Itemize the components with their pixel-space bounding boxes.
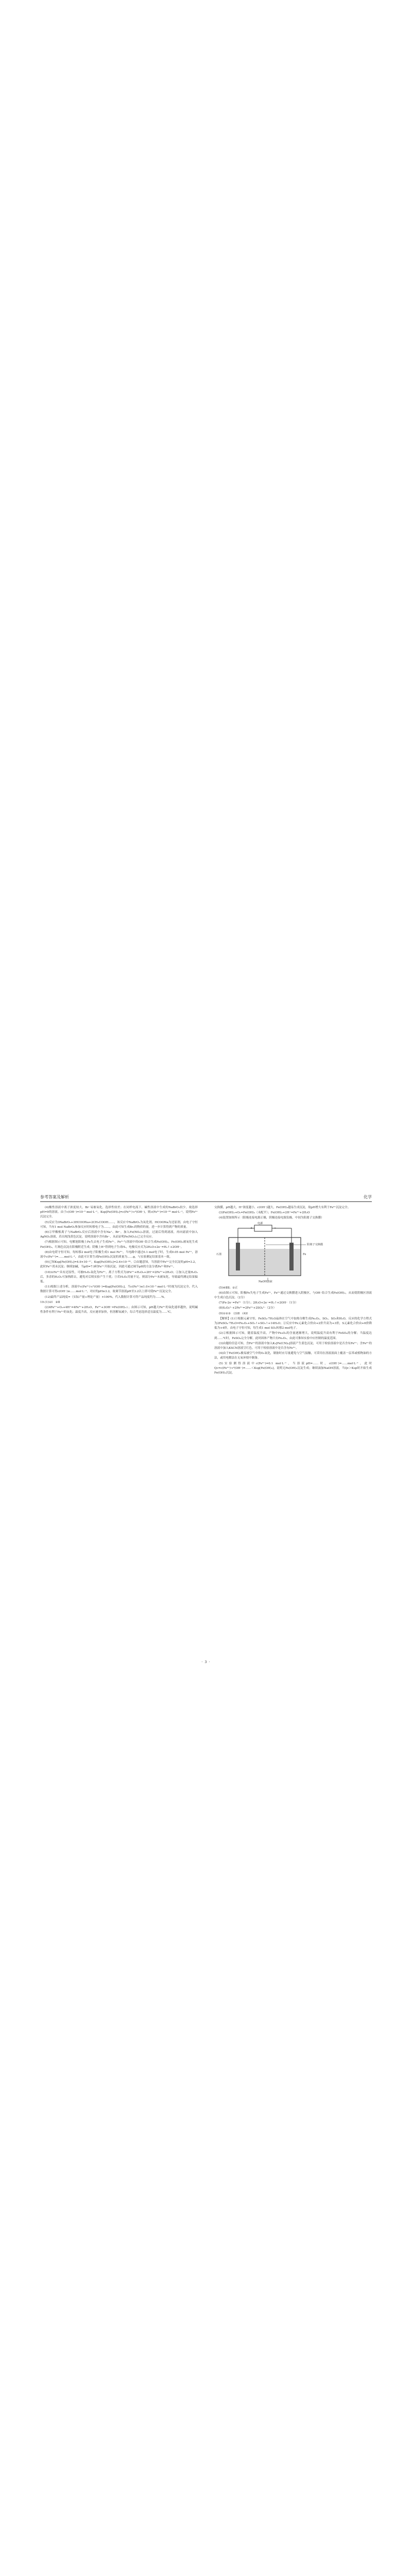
page-number: · 3 · bbox=[201, 1660, 211, 1664]
paragraph: (8)由电荷守恒可知，每转移2 mol电子阳极生成1 mol Fe²⁺，当电路中通过0.1 mol电子时，生成0.05 mol Fe²⁺，溶液中c(Fe²⁺)=……mol·L⁻¹，由此可计算生成Fe(OH)₃沉淀的质量为……g，与实验测定结果基本一致。 bbox=[40, 1250, 198, 1259]
paragraph: (7)Fe-2e⁻=Fe²⁺（1分）；2H₂O+2e⁻=H₂↑+2OH⁻（1分） bbox=[218, 1301, 298, 1305]
paragraph: (9)①②③ (3)Ⅱ (4)Ⅰ bbox=[218, 1312, 248, 1315]
paragraph: (5)反应为3NaBrO₃+3HCOONa+2CH₃COOH……，该反应中NaBrO₃为氧化剂，HCOONa为还原剂，由电子守恒可知，当有1 mol NaBrO₃参加反应时转移电子为……，由此可知生成Br₂的物质的量，进一步计算得到产物的质量。 bbox=[40, 1221, 198, 1229]
solution-label: NaOH溶液 bbox=[259, 1280, 272, 1283]
left-electrode bbox=[236, 1243, 240, 1270]
paragraph: (11)根据上述分析，溶液中c(Fe³⁺)·c³(OH⁻)=Ksp[Fe(OH)₃]，当c(Fe³⁺)≤1.0×10⁻⁵ mol·L⁻¹时视为沉淀完全，代入数据计算可得c(OH⁻)≥……mol·L⁻¹，对应的pH≥3.2，故调节溶液pH至3.2以上即可使Fe³⁺沉淀完全。 bbox=[40, 1285, 198, 1294]
negative-terminal: − bbox=[274, 1226, 277, 1230]
paragraph: (10)①Fe²⁺具有还原性，可被H₂O₂氧化为Fe³⁺，离子方程式为2Fe²⁺+H₂O₂+2H⁺=2Fe³⁺+2H₂O；②加入过量H₂O₂后，多余的H₂O₂可加热除去，避免对后续实验产生干扰；③若H₂O₂用量不足，则部分Fe²⁺未被氧化，导致最终测定结果偏低。 bbox=[40, 1270, 198, 1284]
paragraph: (9)已知Ksp[Fe(OH)₂]=4.9×10⁻¹⁷，Ksp[Fe(OH)₃]=2.6×10⁻³⁹。②由题意知，当溶液中Fe³⁺完全沉淀时pH=3.2，此时Fe²⁺尚未沉淀；继续加碱，当pH=7.9时Fe²⁺开始沉淀，因此可通过调节pH的方法分离Fe³⁺和Fe²⁺。 bbox=[40, 1261, 198, 1269]
paragraph: (12)最终产品纯度=（实际产量÷理论产量）×100%，代入数据计算可得产品纯度约为……%。 bbox=[44, 1295, 167, 1299]
paragraph: (4)由于Fe(OH)₂极易被空气中的O₂氧化，制备时应尽量避免与空气接触，可采用在溶液液面上覆盖一层苯或植物油的方法，或用电解法在无氧环境中制备。 bbox=[214, 1352, 372, 1360]
paragraph: (3)由题给信息可知，含Fe²⁺的溶液中加入K₃[Fe(CN)₆]溶液产生蓝色沉淀，可用于检验溶液中是否含有Fe²⁺；含Fe³⁺的溶液中加入KSCN溶液呈红色，可用于检验溶液中是否含有Fe³⁺。 bbox=[214, 1342, 372, 1350]
paragraph: (6)由图示可知，阳极Fe失电子生成Fe²⁺，Fe²⁺通过交换膜进入阴极区，与OH⁻结合生成Fe(OH)₂，从而使阴极区溶液中生成白色沉淀。（2分） bbox=[214, 1291, 372, 1300]
paragraph: (8)S₂O₈²⁻+2Fe²⁺=2Fe³⁺+2SO₄²⁻（2分） bbox=[218, 1307, 277, 1310]
header-subject: 化学 bbox=[364, 1195, 372, 1199]
paragraph: (4)装置如图所示（阳极连接电源正极，阴极连接电源负极，中间为阳离子交换膜） bbox=[218, 1216, 324, 1220]
right-column bbox=[214, 1206, 372, 1376]
positive-terminal: + bbox=[250, 1226, 253, 1230]
right-electrode-label: Fe bbox=[303, 1252, 306, 1256]
right-electrode bbox=[289, 1243, 294, 1270]
analysis-paragraph: 【解析】(1)①根据元素守恒，FeSO₄·7H₂O晶体在空气中加热分解生成Fe₂O₃、SO₂、SO₃和H₂O，反应的化学方程式为2FeSO₄·7H₂O=Fe₂O₃+SO₂↑+SO₃↑+14H₂O；②反应中Fe元素化合价由+2价升高为+3价，S元素化合价由+6价降低为+4价，由电子守恒可知，每生成1 mol SO₂转移2 mol电子。 bbox=[214, 1317, 372, 1330]
power-source-box bbox=[254, 1225, 272, 1231]
paragraph: (2)4Fe²⁺+O₂+4H⁺=4Fe³⁺+2H₂O，Fe³⁺+3OH⁻=Fe(OH)₃↓；由图示可知，pH越大Fe²⁺的氧化速率越快，说明碱性条件有利于Fe²⁺的氧化；温度升高，反应速率加快，但溶解氧减少，综合考虑选择适宜温度为……℃。 bbox=[40, 1306, 198, 1314]
header-title: 参考答案及解析 bbox=[40, 1195, 69, 1199]
left-column bbox=[40, 1206, 198, 1315]
answer-page bbox=[40, 1194, 372, 1710]
paragraph: (7)根据图示可知，电解池阳极上Fe失去电子生成Fe²⁺，Fe²⁺与溶液中的OH⁻结合生成Fe(OH)₂，Fe(OH)₂被氧化生成Fe(OH)₃，红褐色沉淀在阳极附近生成；阴极上H⁺得到电子生成H₂，电极反应式为2H₂O+2e⁻=H₂↑+2OH⁻。 bbox=[40, 1241, 198, 1249]
page-header bbox=[40, 1194, 372, 1201]
electrolysis-svg bbox=[214, 1222, 369, 1284]
paragraph: (3)Fe(OH)₂+O₂=Fe(OH)₃（未配平）；Fe(OH)₂+2H⁺=Fe²⁺+2H₂O bbox=[218, 1211, 310, 1215]
question-number: 19.(1)①Ⅰ ②Ⅱ bbox=[40, 1300, 60, 1304]
header-rule bbox=[40, 1201, 372, 1202]
left-electrode-label: 石墨 bbox=[216, 1252, 222, 1256]
power-source-label: 电源 bbox=[258, 1222, 263, 1225]
paragraph: (2)②根据图示可知，随着温度升高，产物中Fe₂O₃的含量逐渐增大，说明温度升高有利于FeSO₄的分解；当温度达到……℃时，FeSO₄完全分解，此时固体产物只有Fe₂O₃。由此可推知实验中应控制的温度范围。 bbox=[214, 1332, 372, 1340]
paragraph: (4)酸性溶液中离子浓度较大，Br⁻易被氧化，选择性较差；在同样电流下，碱性溶液中生成的NaBrO₃较少，故选择pH=9的溶液。由于c(OH⁻)=10⁻⁵ mol·L⁻¹，Ksp[Fe(OH)₃]=c(Fe³⁺)·c³(OH⁻)，则c(Fe³⁺)=10⁻²³ mol·L⁻¹，说明Fe³⁺沉淀完全。 bbox=[40, 1206, 198, 1219]
paragraph: 交换膜，pH越大，H⁺浓度越小，c(OH⁻)越大，Fe(OH)₃越易生成沉淀，故pH增大有利于Fe³⁺沉淀完全。 bbox=[214, 1206, 351, 1209]
paragraph: (5)实验测得溶液中c(Fe²⁺)=0.1 mol·L⁻¹，当溶液pH=……时，c(OH⁻)=……mol·L⁻¹，此时Qc=c(Fe²⁺)·c²(OH⁻)=……＜Ksp[Fe(OH)₂]，说明无Fe(OH)₂沉淀生成；继续滴加NaOH溶液，当Qc＞Ksp时开始生成Fe(OH)₂沉淀。 bbox=[214, 1362, 372, 1375]
electrolysis-diagram bbox=[214, 1222, 369, 1284]
paragraph: (6)②甲酸根离子与NaBrO₃反应后溶液中含有Na⁺、Br⁻，加入Fe(NO₃)₃溶液，过滤后得到滤液，再向滤液中加入AgNO₃溶液，若出现浅黄色沉淀，说明溶液中含有Br⁻，从而证明Fe(NO₃)₃已完全反应。 bbox=[40, 1231, 198, 1239]
paragraph: (5)④ⅡⅡ；②正 bbox=[218, 1286, 238, 1290]
membrane-label: 阳离子交换膜 bbox=[307, 1243, 323, 1246]
